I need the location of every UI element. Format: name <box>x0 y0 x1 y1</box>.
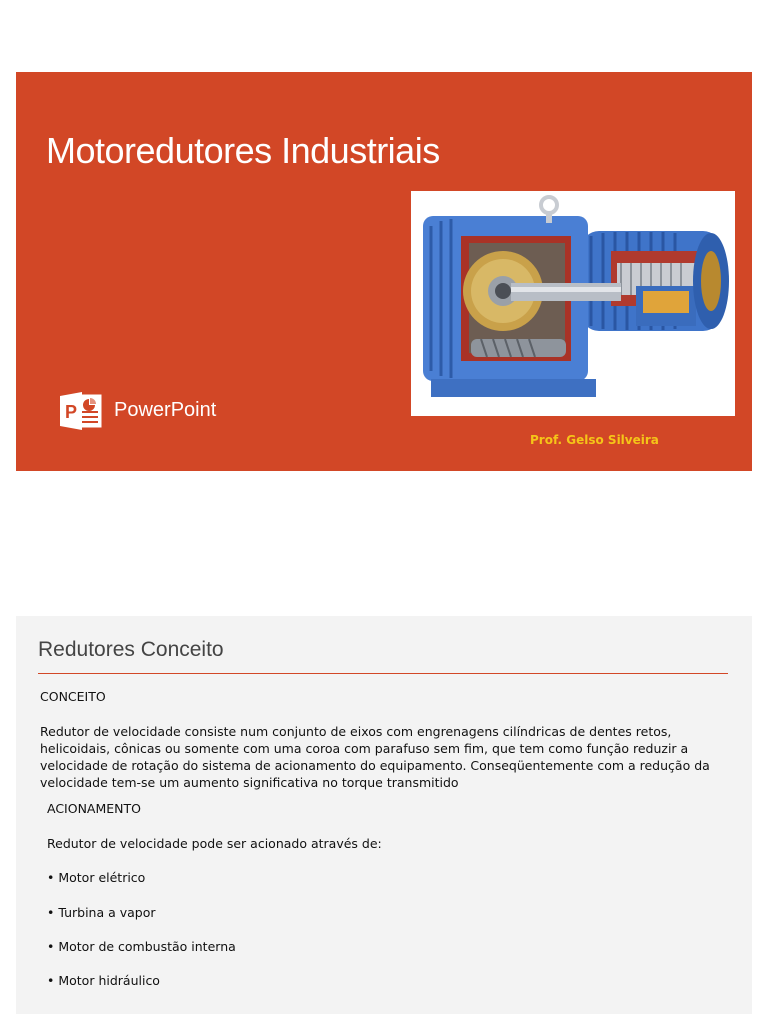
section-heading-acionamento: ACIONAMENTO <box>47 801 141 816</box>
powerpoint-label: PowerPoint <box>114 399 217 421</box>
slide-title: Motoredutores Industriais <box>46 130 440 171</box>
svg-text:P: P <box>65 402 78 422</box>
author-name: Prof. Gelso Silveira <box>530 433 659 447</box>
powerpoint-logo-icon <box>60 391 104 431</box>
list-item: • Motor hidráulico <box>47 973 160 988</box>
list-item: • Turbina a vapor <box>47 905 156 920</box>
concept-slide <box>16 616 752 1014</box>
gearmotor-cutaway-image <box>411 191 735 416</box>
title-divider <box>38 673 728 674</box>
concept-paragraph: Redutor de velocidade consiste num conjunto de eixos com engrenagens cilíndricas de dentes retos, helicoidais, cônicas ou somente com uma coroa com parafuso sem fim, que tem como função reduzir a velocidade de rotação do sistema de acionamento do equipamento. Conseqüentemente com a redução da velocidade tem-se um aumento significativa no torque transmitido <box>40 724 710 790</box>
slide-title: Redutores Conceito <box>38 638 224 661</box>
list-item: • Motor elétrico <box>47 870 146 885</box>
list-item: • Motor de combustão interna <box>47 939 236 954</box>
section-heading-conceito: CONCEITO <box>40 689 106 704</box>
acionamento-intro: Redutor de velocidade pode ser acionado através de: <box>47 836 382 851</box>
title-slide <box>16 72 752 471</box>
